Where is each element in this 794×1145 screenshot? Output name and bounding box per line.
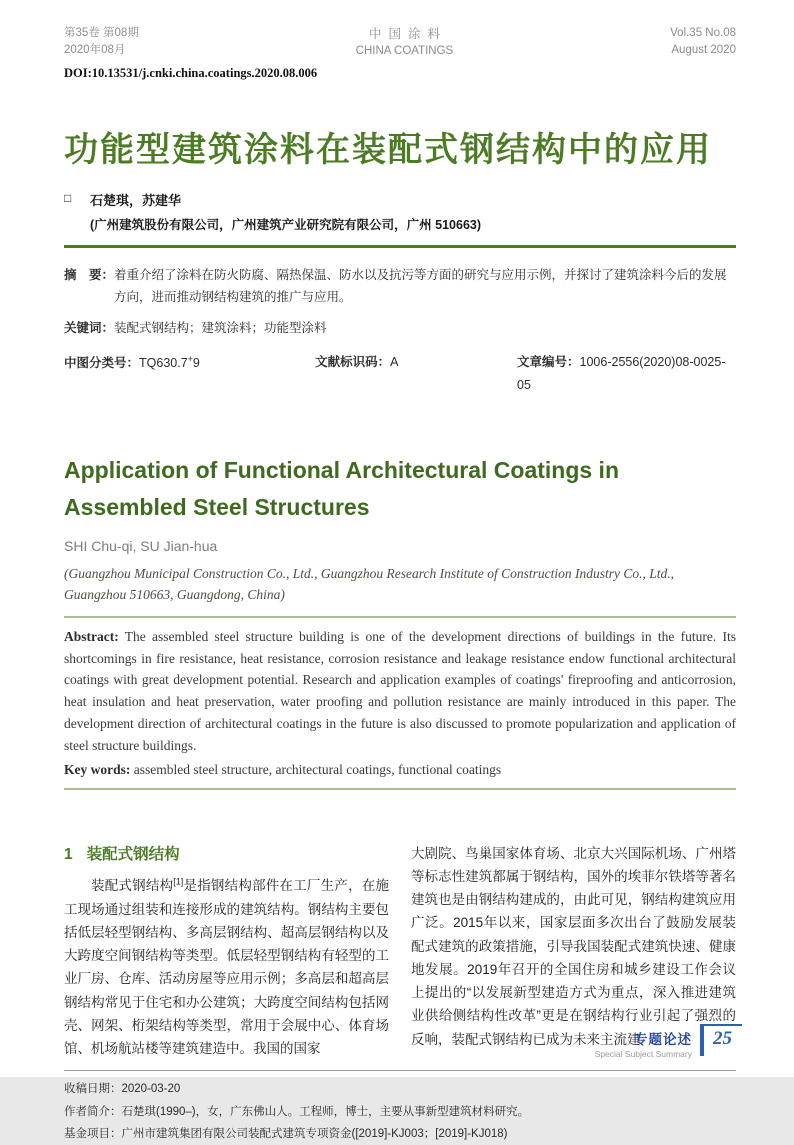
affiliation-cn: (广州建筑股份有限公司，广州建筑产业研究院有限公司，广州 510663) bbox=[90, 217, 482, 232]
journal-name-cn: 中国涂料 bbox=[368, 27, 447, 41]
footnotes-block bbox=[64, 1078, 736, 1145]
journal-header bbox=[64, 25, 736, 60]
keywords-en-label: Key words: bbox=[64, 761, 131, 777]
column-label-en: Special Subject Summary bbox=[594, 1049, 692, 1059]
divider-green bbox=[64, 245, 736, 248]
divider-pale-bottom bbox=[64, 788, 736, 790]
authors-cn-block bbox=[64, 190, 736, 233]
authors-en: SHI Chu-qi, SU Jian-hua bbox=[64, 537, 218, 554]
paper-title-cn: 功能型建筑涂料在装配式钢结构中的应用 bbox=[64, 130, 712, 169]
abstract-en-text: Abstract: The assembled steel structure building is one of the development directions of buildings in the future. Its shortcomings in fire resistance, heat resistance, corrosion resistance and leakage resistance endow functional architectural coatings with great development potential. Research and application examples of coatings' fireproofing and anticorrosion, heat insulation and heat preservation, water proofing and pollution resistance are mainly introduced in this paper. The development direction of architectural coatings in the future is also discussed to promote popularization and application of steel structure buildings. bbox=[64, 628, 736, 754]
doi: DOI:10.13531/j.cnki.china.coatings.2020.08.006 bbox=[64, 65, 318, 80]
footnote-author-bio: 作者简介：石楚琪(1990–)，女，广东佛山人。工程师，博士，主要从事新型建筑材料研究。 bbox=[64, 1105, 530, 1118]
date-en: August 2020 bbox=[671, 43, 736, 56]
footnote-received-date: 收稿日期：2020-03-20 bbox=[64, 1083, 181, 1096]
paper-title-en: Application of Functional Architectural Coatings in Assembled Steel Structures bbox=[64, 457, 619, 521]
affiliation-en: (Guangzhou Municipal Construction Co., Ltd., Guangzhou Research Institute of Construction Industry Co., Ltd., Guangzhou 510663, Guangdong, China) bbox=[64, 565, 674, 602]
journal-name-en: CHINA COATINGS bbox=[355, 45, 454, 58]
keywords-cn-label: 关键词： bbox=[64, 320, 115, 335]
abstract-cn-label: 摘 要： bbox=[64, 267, 115, 282]
article-id: 文章编号：1006-2556(2020)08-0025-05 bbox=[517, 355, 726, 392]
volume-issue-cn: 第35卷 第08期 bbox=[64, 27, 139, 39]
page-number: 25 bbox=[713, 1028, 732, 1049]
section-1-paragraph-left: 装配式钢结构[1]是指钢结构部件在工厂生产，在施工现场通过组装和连接形成的建筑结构。钢结构主要包括低层轻型钢结构、多高层钢结构、超高层钢结构以及大跨度空间钢结构等类型。低层轻型钢结构有轻型的工业厂房、仓库、活动房屋等应用示例；多高层和超高层钢结构常见于住宅和办公建筑；大跨度空间结构包括网壳、网架、桁架结构等类型，常用于会展中心、体育场馆、机场航站楼等建筑建造中。我国的国家 bbox=[64, 876, 389, 1056]
page-footer bbox=[595, 1024, 742, 1059]
section-1-number: 1 bbox=[64, 845, 73, 863]
section-1-heading: 1 装配式钢结构 bbox=[64, 845, 180, 863]
footnote-rule bbox=[64, 1070, 736, 1071]
abstract-en-label: Abstract: bbox=[64, 628, 119, 644]
citation-ref-1: [1] bbox=[173, 876, 184, 887]
keywords-en-line: Key words: assembled steel structure, architectural coatings, functional coatings bbox=[64, 761, 502, 777]
keywords-cn: 装配式钢结构；建筑涂料；功能型涂料 bbox=[114, 320, 327, 335]
body-left-column bbox=[64, 842, 389, 1060]
author-names-cn: 石楚琪，苏建华 bbox=[90, 192, 182, 208]
page-number-box bbox=[700, 1024, 742, 1056]
section-1-paragraph-right: 大剧院、鸟巢国家体育场、北京大兴国际机场、广州塔等标志性建筑都属于钢结构，国外的埃菲尔铁塔等著名建筑也是由钢结构建成的，由此可见，钢结构建筑应用广泛。2015年以来，国家层面多次出台了鼓励发展装配式建筑的政策措施，引导我国装配式建筑快速、健康地发展。2019年召开的全国住房和城乡建设工作会议上提出的“以发展新型建造方式为重点，深入推进建筑业供给侧结构性改革”更是在钢结构行业引起了强烈的反响，装配式钢结构已成为未来主流建 bbox=[411, 845, 736, 1047]
date-cn: 2020年08月 bbox=[64, 43, 126, 56]
author-marker-icon: □ bbox=[64, 190, 72, 205]
column-label-cn: 专题论述 bbox=[634, 1032, 692, 1047]
divider-pale-top bbox=[64, 616, 736, 618]
classification-row bbox=[64, 351, 736, 396]
doc-code: 文献标识码：A bbox=[315, 355, 399, 370]
header-left bbox=[64, 25, 139, 58]
keywords-cn-line bbox=[64, 317, 736, 340]
column-label bbox=[595, 1024, 692, 1059]
header-right bbox=[670, 25, 736, 58]
volume-issue-en: Vol.35 No.08 bbox=[670, 27, 736, 39]
header-center bbox=[356, 25, 454, 60]
abstract-cn-text: 着重介绍了涂料在防火防腐、隔热保温、防水以及抗污等方面的研究与应用示例，并探讨了建筑涂料今后的发展方向，进而推动钢结构建筑的推广与应用。 bbox=[114, 267, 727, 305]
footnote-funding: 基金项目：广州市建筑集团有限公司装配式建筑专项资金([2019]-KJ003；[2019]-KJ018) bbox=[64, 1128, 508, 1140]
clc-number: 中图分类号：TQ630.7+9 bbox=[64, 354, 200, 371]
abstract-en-block bbox=[64, 626, 736, 781]
abstract-cn-line bbox=[64, 264, 736, 309]
abstract-cn-block bbox=[64, 264, 736, 397]
